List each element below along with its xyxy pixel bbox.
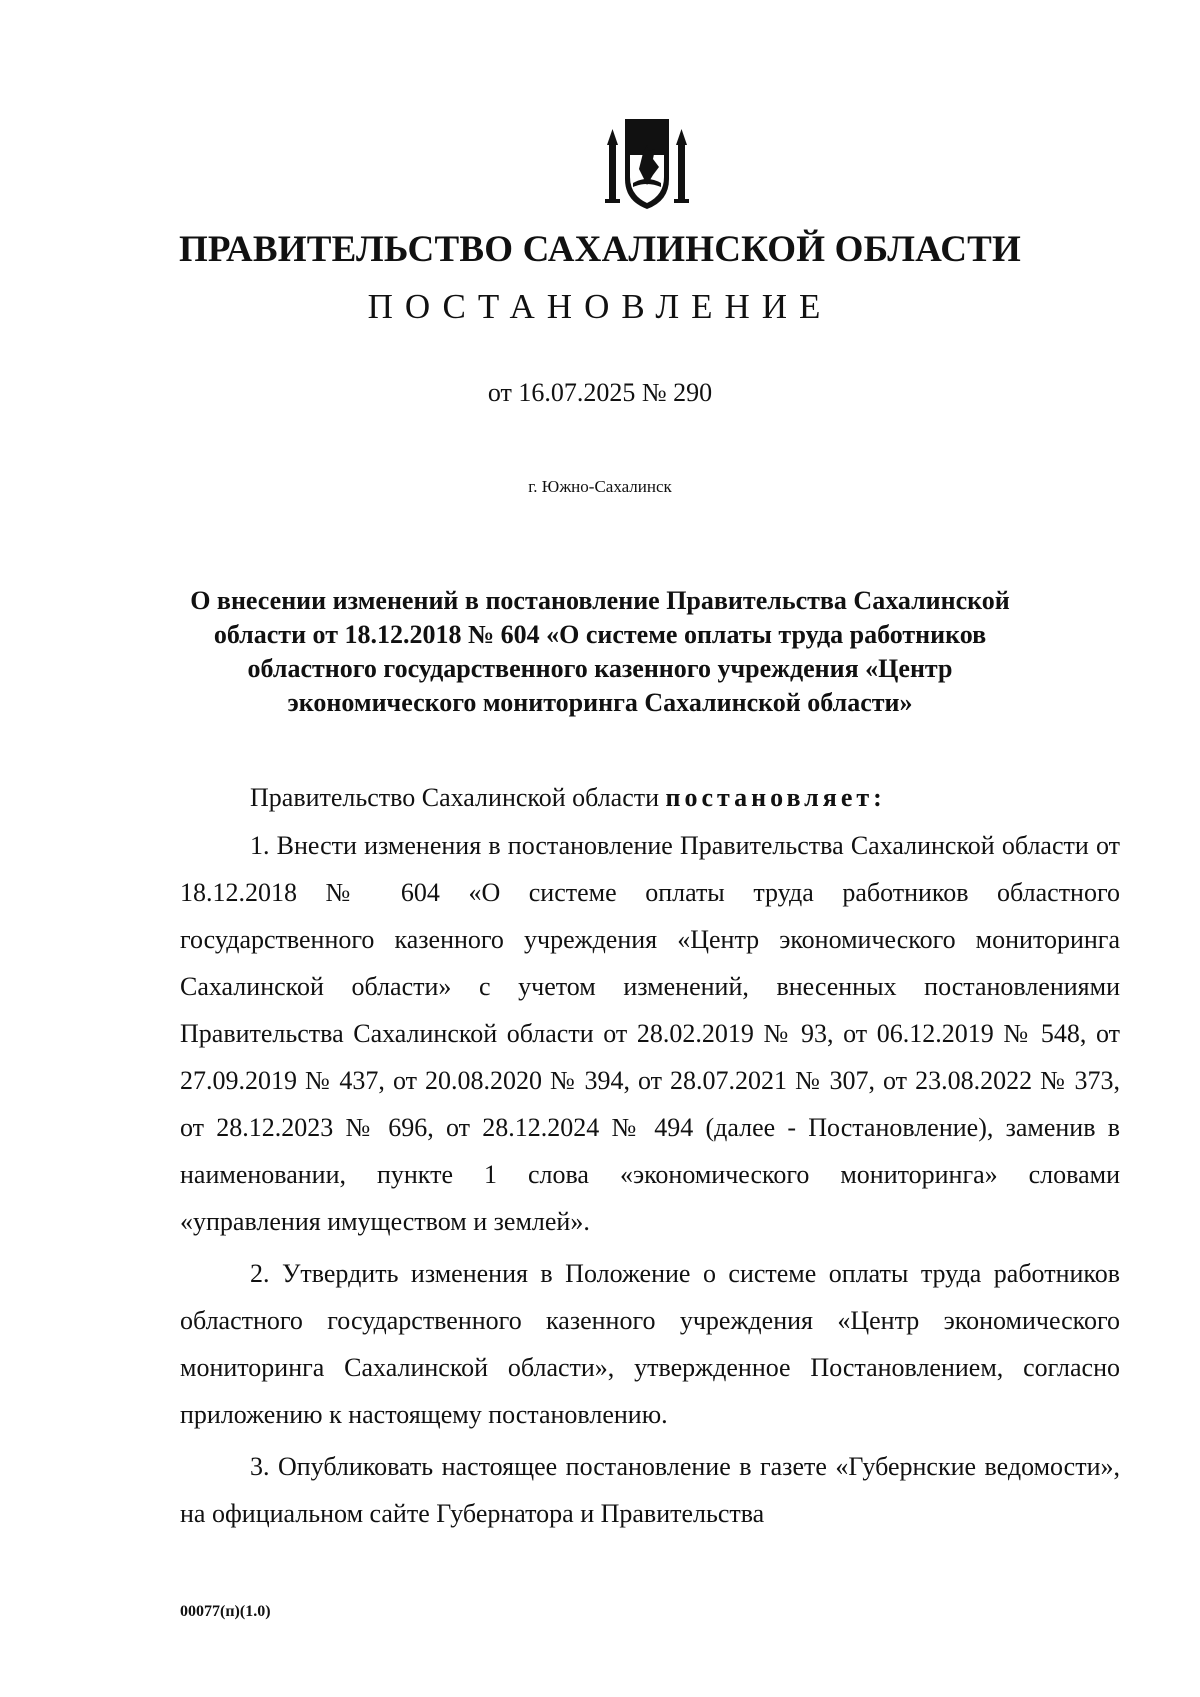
coat-of-arms-icon (603, 115, 691, 211)
document-heading: О внесении изменений в постановление Правительства Сахалинской области от 18.12.2018 № 604 «О системе оплаты труда работников областного государственного казенного учреждения «Центр экономического мониторинга Сахалинской области» (190, 586, 1010, 717)
intro-prefix: Правительство Сахалинской области (250, 783, 666, 812)
document-city: г. Южно-Сахалинск (528, 477, 672, 496)
paragraph-3: 3. Опубликовать настоящее постановление в газете «Губернские ведомости», на официальном сайте Губернатора и Правительства (180, 1452, 1120, 1528)
paragraph-2: 2. Утвердить изменения в Положение о системе оплаты труда работников областного государственного казенного учреждения «Центр экономического мониторинга Сахалинской области», утвержденное Постановлением, согласно приложению к настоящему постановлению. (180, 1259, 1120, 1429)
paragraph-1: 1. Внести изменения в постановление Правительства Сахалинской области от 18.12.2018 № 604 «О системе оплаты труда работников областного государственного казенного учреждения «Центр экономического мониторинга Сахалинской области» с учетом изменений, внесенных постановлениями Правительства Сахалинской области от 28.02.2019 № 93, от 06.12.2019 № 548, от 27.09.2019 № 437, от 20.08.2020 № 394, от 28.07.2021 № 307, от 23.08.2022 № 373, от 28.12.2023 № 696, от 28.12.2024 № 494 (далее - Постановление), заменив в наименовании, пункте 1 слова «экономического мониторинга» словами «управления имуществом и землей». (180, 831, 1120, 1236)
document-date-number: от 16.07.2025 № 290 (487, 378, 713, 407)
document-body (180, 779, 1120, 1542)
intro-paragraph (180, 779, 1120, 817)
document-type: ПОСТАНОВЛЕНИЕ (367, 287, 833, 326)
footer-code: 00077(п)(1.0) (180, 1603, 271, 1620)
intro-keyword: постановляет: (665, 783, 886, 812)
organization-title: ПРАВИТЕЛЬСТВО САХАЛИНСКОЙ ОБЛАСТИ (178, 229, 1022, 270)
